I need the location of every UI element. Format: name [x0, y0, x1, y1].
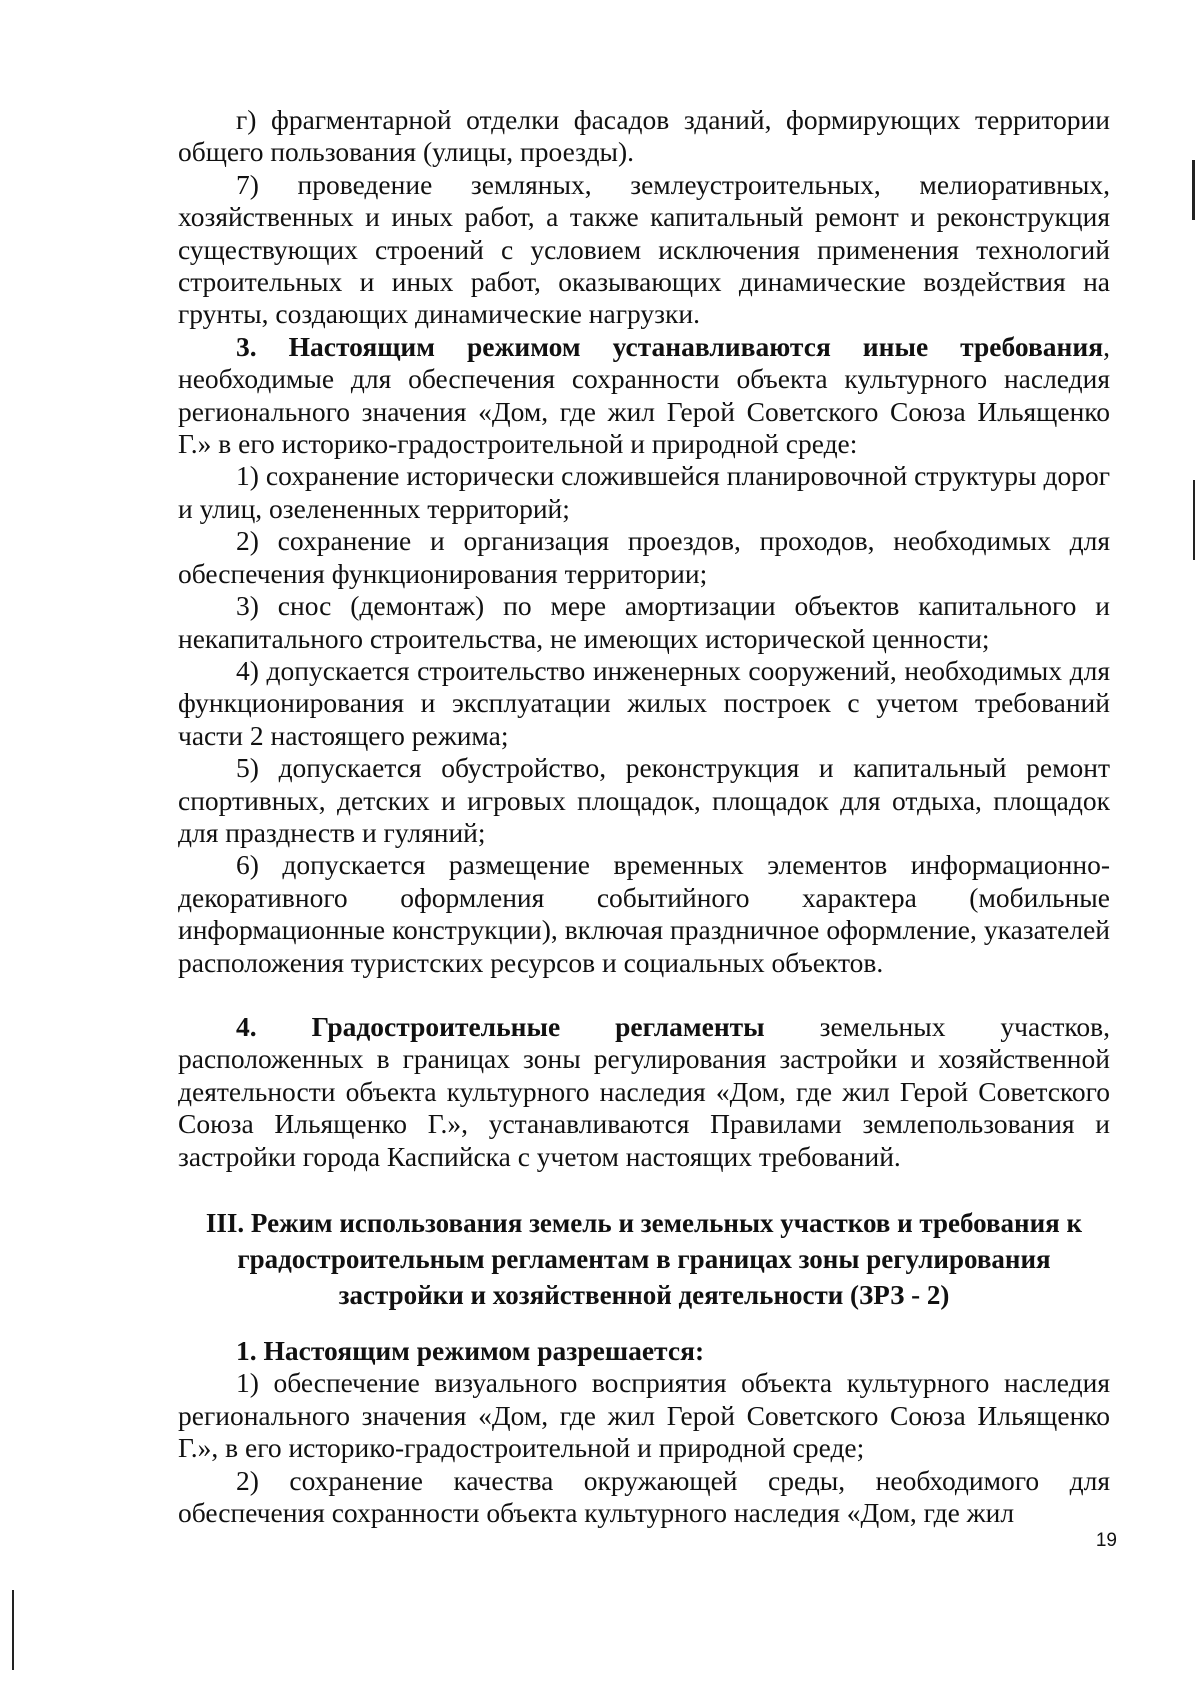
scan-edge-mark	[1192, 160, 1195, 220]
paragraph-regulations	[178, 1011, 1110, 1173]
paragraph: 7) проведение земляных, землеустроительных, мелиоративных, хозяйственных и иных работ, а также капитальный ремонт и реконструкция существующих строений с условием исключения применения технологий строительных и иных работ, оказывающих динамические воздействия на грунты, создающих динамические нагрузки.	[178, 168, 1110, 330]
list-item: 2) сохранение качества окружающей среды, необходимого для обеспечения сохранности объекта культурного наследия «Дом, где жил	[178, 1464, 1110, 1529]
list-item: 5) допускается обустройство, реконструкция и капитальный ремонт спортивных, детских и игровых площадок, площадок для отдыха, площадок для празднеств и гуляний;	[178, 752, 1110, 848]
paragraph-requirements	[178, 331, 1110, 461]
paragraph: г) фрагментарной отделки фасадов зданий, формирующих территории общего пользования (улицы, проезды).	[178, 104, 1110, 168]
paragraph-heading: 4. Градостроительные регламенты	[236, 1010, 765, 1042]
spacer	[178, 1313, 1110, 1335]
paragraph-text: земельных участков, расположенных в границах зоны регулирования застройки и хозяйственной деятельности объекта культурного наследия «Дом, где жил Герой Советского Союза Ильященко Г.», устанавливаются Правилами землепользования и застройки города Каспийска с учетом настоящих требований.	[178, 1010, 1110, 1172]
spacer	[178, 1173, 1110, 1205]
spacer	[178, 979, 1110, 1011]
list-item: 4) допускается строительство инженерных сооружений, необходимых для функционирования и эксплуатации жилых построек с учетом требований части 2 настоящего режима;	[178, 654, 1110, 751]
paragraph-text: , необходимые для обеспечения сохранности объекта культурного наследия регионального значения «Дом, где жил Герой Советского Союза Ильященко Г.» в его историко-градостроительной и природной среде:	[178, 330, 1110, 460]
list-item: 6) допускается размещение временных элементов информационно-декоративного оформления событийного характера (мобильные информационные конструкции), включая праздничное оформление, указателей расположения туристских ресурсов и социальных объектов.	[178, 849, 1110, 978]
list-item: 3) снос (демонтаж) по мере амортизации объектов капитального и некапитального строительства, не имеющих исторической ценности;	[178, 590, 1110, 654]
list-item: 2) сохранение и организация проездов, проходов, необходимых для обеспечения функционирования территории;	[178, 525, 1110, 589]
scan-edge-mark	[12, 1590, 14, 1670]
list-item: 1) сохранение исторически сложившейся планировочной структуры дорог и улиц, озелененных территорий;	[178, 460, 1110, 524]
list-item: 1) обеспечение визуального восприятия объекта культурного наследия регионального значения «Дом, где жил Герой Советского Союза Ильященко Г.», в его историко-градостроительной и природной среде;	[178, 1367, 1110, 1464]
document-body	[178, 104, 1110, 1529]
subsection-heading: 1. Настоящим режимом разрешается:	[236, 1335, 705, 1366]
scan-edge-mark	[1193, 480, 1195, 560]
paragraph-heading: 3. Настоящим режимом устанавливаются иные требования	[236, 330, 1104, 362]
section-title: III. Режим использования земель и земельных участков и требования к градостроительным регламентам в границах зоны регулирования застройки и хозяйственной деятельности (ЗРЗ - 2)	[205, 1208, 1083, 1310]
page-number: 19	[1095, 1530, 1117, 1551]
